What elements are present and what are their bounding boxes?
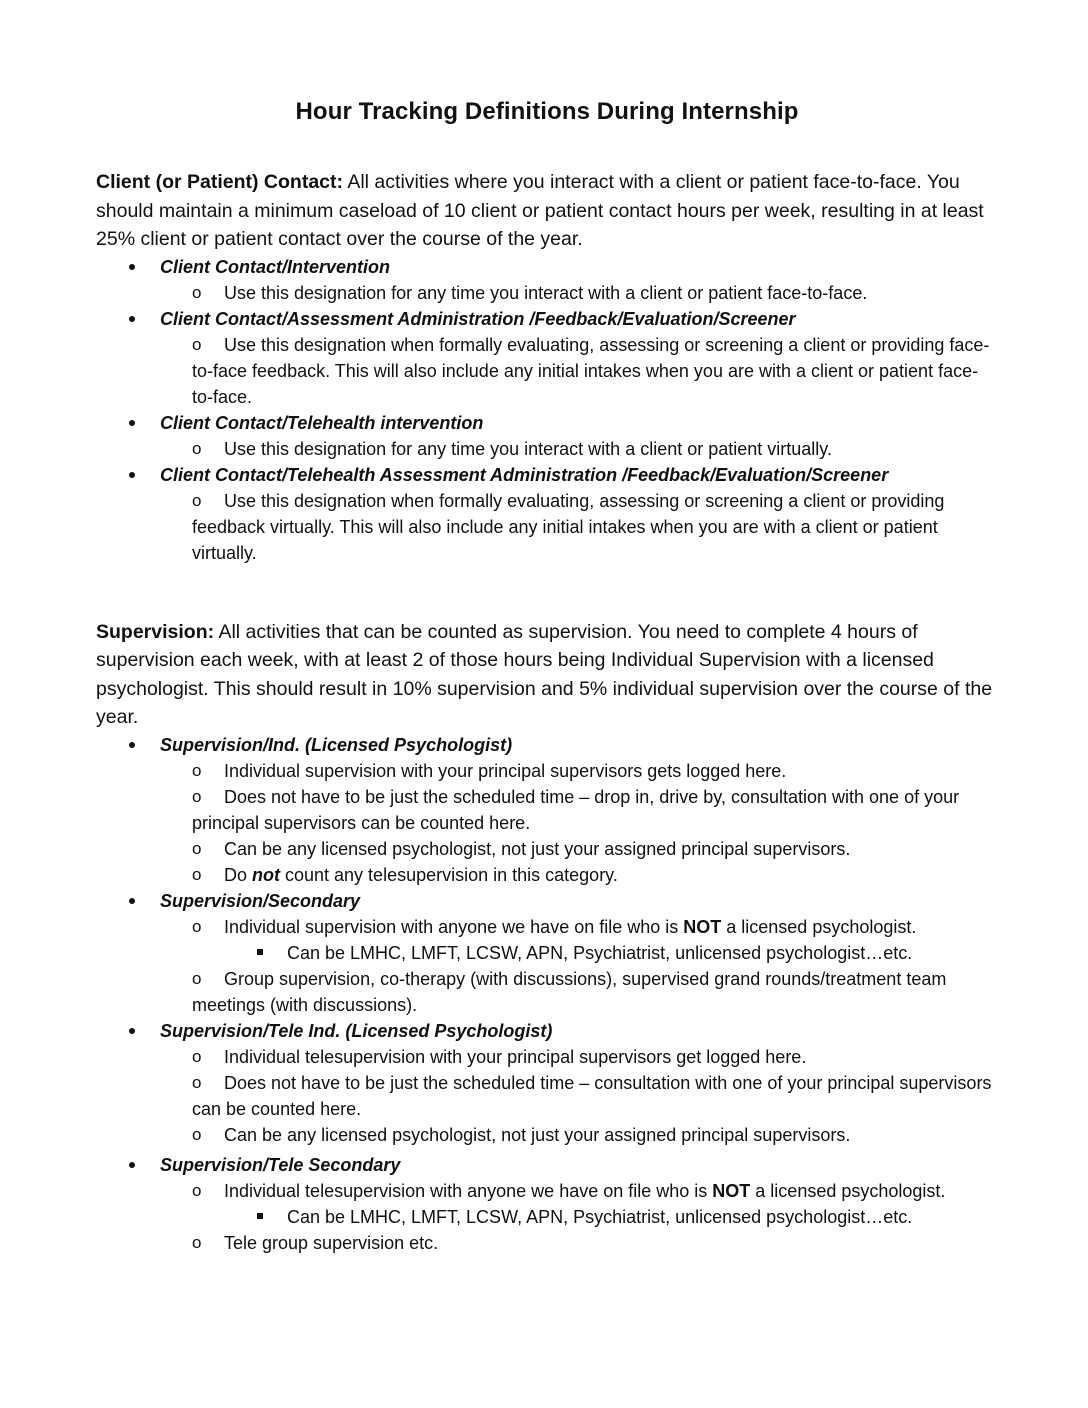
- sub-item: o Tele group supervision etc.: [96, 1230, 998, 1256]
- category-label: Supervision/Ind. (Licensed Psychologist): [160, 734, 513, 755]
- sub-item: o Use this designation when formally evaluating, assessing or screening a client or providing feedback virtually. This will also include any initial intakes when you are with a client or patient virtually.: [96, 488, 998, 566]
- circle-bullet-icon: o: [192, 864, 202, 884]
- list-item: [96, 888, 998, 1018]
- bullet-icon: [129, 898, 135, 904]
- bullet-icon: [129, 1162, 135, 1168]
- client-contact-heading: Client (or Patient) Contact:: [96, 171, 343, 193]
- sub-item: o Group supervision, co-therapy (with discussions), supervised grand rounds/treatment team meetings (with discussions).: [96, 966, 998, 1018]
- circle-bullet-icon: o: [192, 838, 202, 858]
- bullet-icon: [129, 316, 135, 322]
- circle-bullet-icon: o: [192, 1124, 202, 1144]
- square-bullet-icon: [257, 1213, 263, 1219]
- list-item: [96, 1152, 998, 1256]
- circle-bullet-icon: o: [192, 916, 202, 936]
- sub-item: o Use this designation for any time you interact with a client or patient virtually.: [96, 436, 998, 462]
- circle-bullet-icon: o: [192, 786, 202, 806]
- emphasis-text: NOT: [712, 1180, 751, 1201]
- category-label: Supervision/Secondary: [160, 890, 361, 911]
- bullet-icon: [129, 264, 135, 270]
- bullet-icon: [129, 472, 135, 478]
- bullet-icon: [129, 1028, 135, 1034]
- circle-bullet-icon: o: [192, 282, 202, 302]
- sub-item: o Individual supervision with your principal supervisors gets logged here.: [96, 758, 998, 784]
- sub-sub-item: Can be LMHC, LMFT, LCSW, APN, Psychiatrist, unlicensed psychologist…etc.: [96, 940, 998, 966]
- emphasis-text: not: [252, 864, 280, 885]
- circle-bullet-icon: o: [192, 1180, 202, 1200]
- client-contact-intro: [96, 168, 998, 254]
- supervision-intro: [96, 618, 998, 732]
- sub-item: o Can be any licensed psychologist, not just your assigned principal supervisors.: [96, 836, 998, 862]
- page-title: Hour Tracking Definitions During Internship: [295, 98, 799, 125]
- sub-item: o Individual telesupervision with anyone we have on file who is NOT a licensed psychologist.: [96, 1178, 998, 1204]
- client-contact-description: All activities where you interact with a client or patient face-to-face. You should maintain a minimum caseload of 10 client or patient contact hours per week, resulting in at least 25% client or patient contact over the course of the year.: [96, 171, 984, 250]
- circle-bullet-icon: o: [192, 334, 202, 354]
- supervision-description: All activities that can be counted as supervision. You need to complete 4 hours of supervision each week, with at least 2 of those hours being Individual Supervision with a licensed psychologist. This should result in 10% supervision and 5% individual supervision over the course of the year.: [96, 620, 993, 728]
- sub-item: o Use this designation when formally evaluating, assessing or screening a client or providing face-to-face feedback. This will also include any initial intakes when you are with a client or patient face-to-face.: [96, 332, 998, 410]
- square-bullet-icon: [257, 949, 263, 955]
- circle-bullet-icon: o: [192, 438, 202, 458]
- category-label: Supervision/Tele Secondary: [160, 1154, 401, 1175]
- circle-bullet-icon: o: [192, 1232, 202, 1252]
- section-spacer: [96, 566, 998, 618]
- supervision-heading: Supervision:: [96, 620, 215, 643]
- category-label: Client Contact/Intervention: [160, 256, 391, 277]
- bullet-icon: [129, 742, 135, 748]
- sub-item: o Use this designation for any time you interact with a client or patient face-to-face.: [96, 280, 998, 306]
- list-item: [96, 732, 998, 888]
- bullet-icon: [129, 420, 135, 426]
- circle-bullet-icon: o: [192, 760, 202, 780]
- supervision-list: [96, 732, 998, 1256]
- circle-bullet-icon: o: [192, 1072, 202, 1092]
- circle-bullet-icon: o: [192, 968, 202, 988]
- list-item: [96, 254, 998, 306]
- sub-item: o Do not count any telesupervision in this category.: [96, 862, 998, 888]
- sub-item: o Does not have to be just the scheduled time – drop in, drive by, consultation with one of your principal supervisors can be counted here.: [96, 784, 998, 836]
- sub-item: o Can be any licensed psychologist, not just your assigned principal supervisors.: [96, 1122, 998, 1148]
- sub-item: o Does not have to be just the scheduled time – consultation with one of your principal supervisors can be counted here.: [96, 1070, 998, 1122]
- circle-bullet-icon: o: [192, 490, 202, 510]
- category-label: Client Contact/Assessment Administration /Feedback/Evaluation/Screener: [160, 308, 796, 329]
- sub-sub-item: Can be LMHC, LMFT, LCSW, APN, Psychiatrist, unlicensed psychologist…etc.: [96, 1204, 998, 1230]
- list-item: [96, 410, 998, 462]
- client-contact-list: [96, 254, 998, 566]
- sub-item: o Individual telesupervision with your principal supervisors get logged here.: [96, 1044, 998, 1070]
- circle-bullet-icon: o: [192, 1046, 202, 1066]
- list-item: [96, 1018, 998, 1148]
- category-label: Client Contact/Telehealth Assessment Administration /Feedback/Evaluation/Screener: [160, 464, 889, 485]
- category-label: Client Contact/Telehealth intervention: [160, 412, 484, 433]
- category-label: Supervision/Tele Ind. (Licensed Psychologist): [160, 1020, 553, 1041]
- sub-item: o Individual supervision with anyone we have on file who is NOT a licensed psychologist.: [96, 914, 998, 940]
- list-item: [96, 462, 998, 566]
- emphasis-text: NOT: [683, 916, 722, 937]
- list-item: [96, 306, 998, 410]
